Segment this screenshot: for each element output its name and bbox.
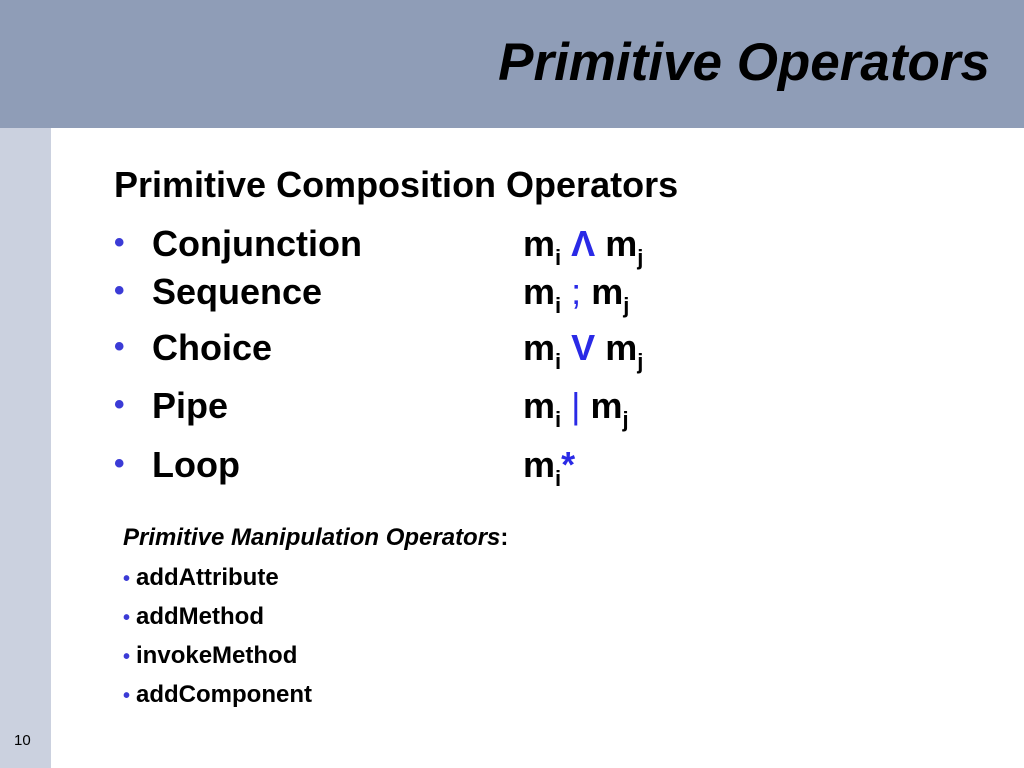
manipulation-item: • addAttribute (123, 564, 279, 591)
slide-title: Primitive Operators (498, 33, 990, 92)
operator-expression: $m_i$ | $m_j$ (523, 385, 629, 432)
bullet: • (114, 226, 125, 259)
bullet: • (114, 447, 125, 480)
operator-name: Choice (152, 327, 273, 368)
operator-expression: $m_i$ V $m_j$ (523, 327, 644, 374)
manipulation-heading: Primitive Manipulation Operators: (123, 524, 509, 551)
bullet: • (114, 330, 125, 363)
operator-name: Pipe (152, 385, 229, 426)
bullet: • (123, 607, 131, 629)
manipulation-item: • invokeMethod (123, 642, 298, 669)
manipulation-item: • addComponent (123, 681, 312, 708)
operator-name: Sequence (152, 271, 323, 312)
bullet: • (123, 646, 131, 668)
page-number: 10 (14, 732, 31, 749)
operator-name: Conjunction (152, 223, 362, 264)
left-sidebar-band (0, 128, 51, 768)
bullet: • (114, 274, 125, 307)
operator-symbol: * (561, 444, 576, 485)
operator-symbol: ; (571, 271, 582, 312)
operator-symbol: | (571, 385, 581, 426)
operator-expression: $m_i$ ; $m_j$ (523, 271, 630, 318)
bullet: • (114, 388, 125, 421)
operator-symbol: Λ (571, 223, 596, 264)
operator-symbol: V (571, 327, 596, 368)
operator-expression: $m_i*$ (523, 444, 576, 491)
manipulation-item: • addMethod (123, 603, 264, 630)
composition-heading: Primitive Composition Operators (114, 164, 679, 205)
operator-name: Loop (152, 444, 240, 485)
bullet: • (123, 685, 131, 707)
operator-expression: $m_i$ Λ $m_j$ (523, 223, 644, 270)
bullet: • (123, 568, 131, 590)
